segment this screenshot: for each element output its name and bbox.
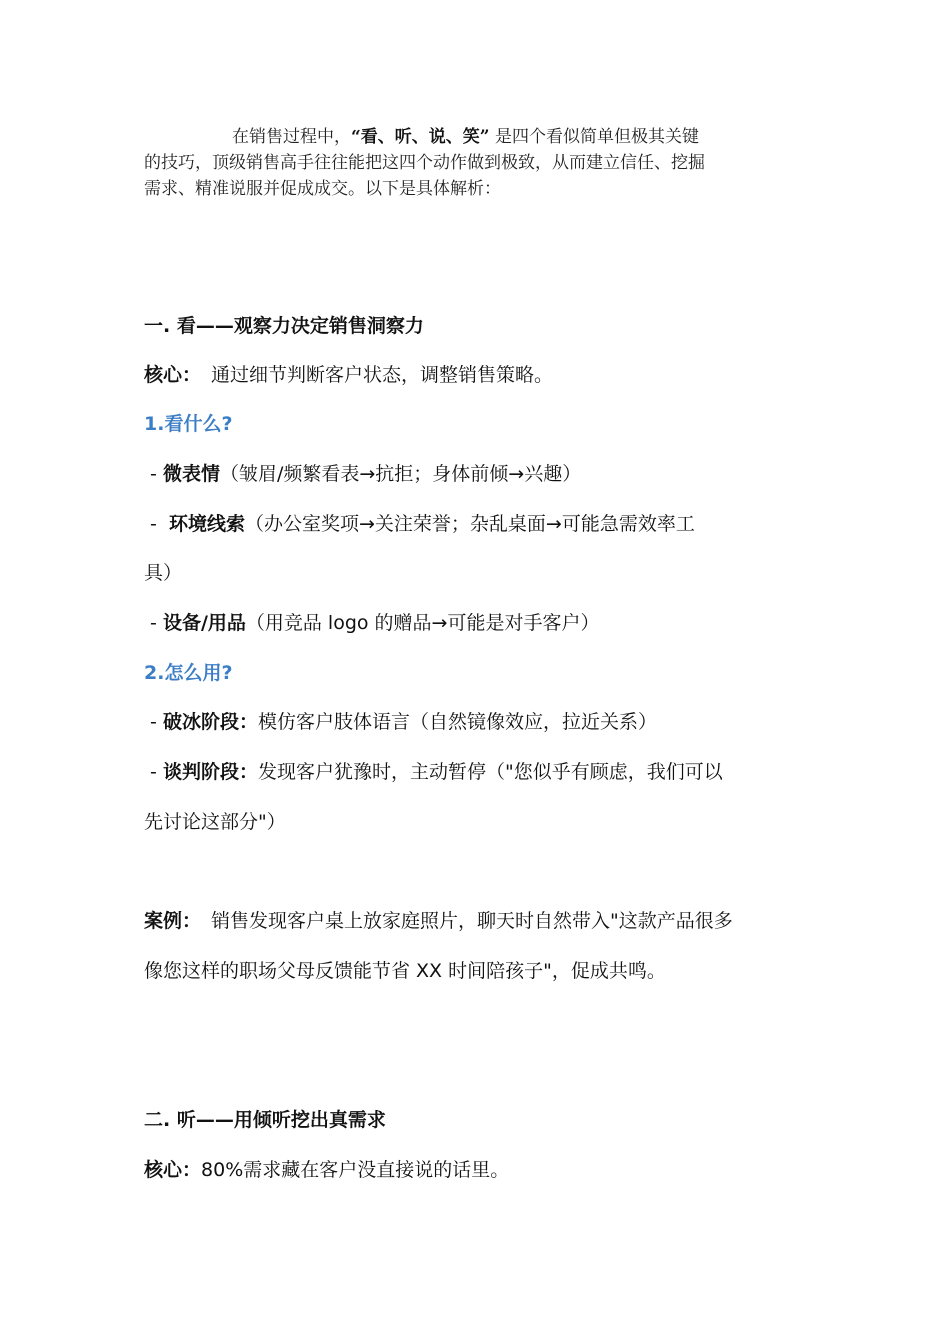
item-text: （皱眉/频繁看表→抗拒；身体前倾→兴趣） [219,463,582,485]
case-paragraph-cont: 像您这样的职场父母反馈能节省 XX 时间陪孩子"，促成共鸣。 [144,960,666,982]
item-label: 设备/用品 [162,612,246,634]
case-text: 销售发现客户桌上放家庭照片，聊天时自然带入"这款产品很多 [211,910,733,932]
core-text: 80%需求藏在客户没直接说的话里。 [201,1159,510,1181]
section1-core [144,363,814,387]
list-item-environment-cont: 具） [144,562,183,584]
list-item-icebreak [144,710,814,734]
intro-text: 是四个看似简单但极其关键 [489,127,699,147]
item-label: 微表情 [162,463,220,485]
item-label: 谈判阶段： [162,761,258,783]
intro-line-3: 需求、精准说服并促成成交。以下是具体解析： [144,179,501,199]
case-paragraph [144,909,814,933]
section1-title: 一. 看——观察力决定销售洞察力 [144,315,424,337]
intro-quote: “看、听、说、笑” [351,127,490,147]
bullet-dash: - [144,711,163,733]
case-label: 案例： [144,910,202,932]
intro-text: 在销售过程中， [232,127,351,147]
bullet-dash: - [144,513,169,535]
core-label: 核心： [144,1159,202,1181]
list-item-negotiation [144,760,814,784]
intro-paragraph [144,124,804,202]
list-item-equipment [144,611,814,635]
subheading-what-to-look: 1.看什么? [144,413,233,435]
item-text: （用竞品 logo 的赠品→可能是对手客户） [245,612,600,634]
bullet-dash: - [144,463,163,485]
section2-core [144,1158,814,1182]
core-label: 核心： [144,364,202,386]
intro-line-1 [144,124,804,150]
item-text: 模仿客户肢体语言（自然镜像效应，拉近关系） [257,711,657,733]
bullet-dash: - [144,612,163,634]
section2-title: 二. 听——用倾听挖出真需求 [144,1109,386,1131]
core-text: 通过细节判断客户状态，调整销售策略。 [211,364,554,386]
intro-line-2: 的技巧，顶级销售高手往往能把这四个动作做到极致，从而建立信任、挖掘 [144,153,705,173]
item-text: 发现客户犹豫时，主动暂停（"您似乎有顾虑，我们可以 [257,761,723,783]
list-item-micro-expression [144,462,814,486]
item-label: 破冰阶段： [162,711,258,733]
bullet-dash: - [144,761,163,783]
list-item-negotiation-cont: 先讨论这部分"） [144,811,286,833]
item-label: 环境线索 [168,513,245,535]
item-text: （办公室奖项→关注荣誉；杂乱桌面→可能急需效率工 [245,513,695,535]
list-item-environment [144,512,814,536]
subheading-how-to-use: 2.怎么用? [144,662,233,684]
